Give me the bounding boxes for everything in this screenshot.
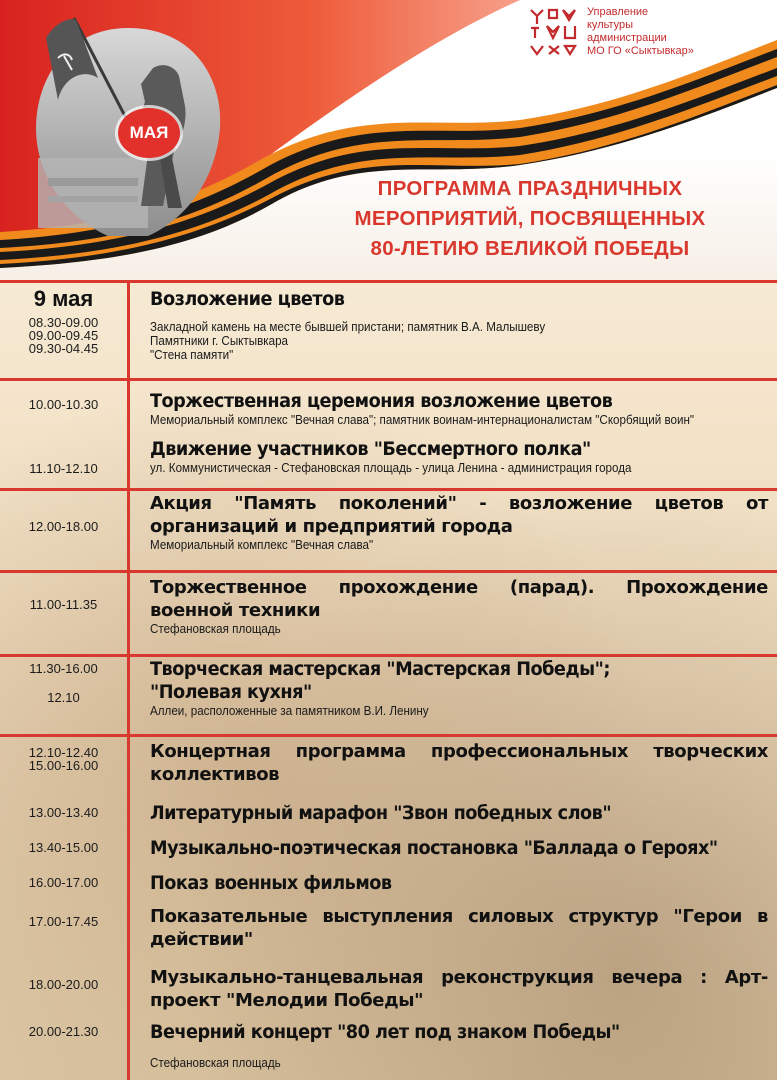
event-content xyxy=(150,1021,770,1070)
event-title: Музыкально-поэтическая постановка "Баллада о Героях" xyxy=(150,837,718,859)
event-content xyxy=(150,438,770,475)
row-divider xyxy=(0,570,777,573)
event-content xyxy=(150,837,770,860)
event-content xyxy=(150,576,770,636)
time-column xyxy=(0,520,127,533)
time-slot: 12.10 xyxy=(47,690,80,705)
time-column xyxy=(0,462,127,475)
time-column xyxy=(0,806,127,819)
column-divider xyxy=(127,280,130,1080)
time-slot: 13.40-15.00 xyxy=(28,840,99,855)
event-location: Стефановская площадь xyxy=(150,622,281,636)
event-content xyxy=(150,390,770,427)
event-location: Стефановская площадь xyxy=(150,1056,281,1070)
time-column xyxy=(0,841,127,854)
event-content xyxy=(150,802,770,825)
event-location: ул. Коммунистическая - Стефановская площадь - улица Ленина - администрация города xyxy=(150,461,632,475)
time-slot: 11.00-11.35 xyxy=(29,597,98,612)
time-slot: 20.00-21.30 xyxy=(28,1024,99,1039)
event-title: Творческая мастерская "Мастерская Победы"; xyxy=(150,658,610,680)
event-content xyxy=(150,286,770,362)
event-location: Закладной камень на месте бывшей пристани; памятник В.А. Малышеву xyxy=(150,320,546,334)
row-divider xyxy=(0,378,777,381)
time-column xyxy=(0,598,127,611)
may-date-badge: МАЯ xyxy=(118,108,180,158)
title-line: МЕРОПРИЯТИЙ, ПОСВЯЩЕННЫХ xyxy=(354,207,706,230)
event-title: Торжественная церемония возложение цветов xyxy=(150,390,613,412)
event-content xyxy=(150,905,770,951)
event-title: Концертная программа профессиональных творческих коллективов xyxy=(150,741,768,785)
event-date: 9 мая xyxy=(33,286,94,311)
event-title: Вечерний концерт "80 лет под знаком Победы" xyxy=(150,1021,620,1043)
logo-text-line: культуры xyxy=(587,19,634,31)
time-column xyxy=(0,662,127,704)
event-title: Торжественное прохождение (парад). Прохождение военной техники xyxy=(150,577,768,621)
row-divider xyxy=(0,734,777,737)
time-column xyxy=(0,1025,127,1038)
organization-logo xyxy=(527,6,777,62)
time-slot: 12.10-12.40 xyxy=(28,745,99,760)
time-slot: 18.00-20.00 xyxy=(28,977,99,992)
event-title: Музыкально-танцевальная реконструкция вечера : Арт-проект "Мелодии Победы" xyxy=(150,967,768,1011)
time-slot: 09.30-04.45 xyxy=(28,341,99,356)
title-line: 80-ЛЕТИЮ ВЕЛИКОЙ ПОБЕДЫ xyxy=(370,237,690,260)
time-slot: 16.00-17.00 xyxy=(28,875,99,890)
logo-text-line: администрации xyxy=(587,32,667,44)
schedule-table xyxy=(0,280,777,1080)
event-title: "Полевая кухня" xyxy=(150,681,312,703)
logo-text-line: Управление xyxy=(587,6,649,18)
ornament-logo-icon xyxy=(527,6,579,62)
event-title: Возложение цветов xyxy=(150,288,345,310)
row-divider xyxy=(0,488,777,491)
row-divider xyxy=(0,280,777,283)
row-divider xyxy=(0,654,777,657)
title-line: ПРОГРАММА ПРАЗДНИЧНЫХ xyxy=(377,177,683,200)
event-content xyxy=(150,966,770,1012)
time-column xyxy=(0,746,127,772)
event-content xyxy=(150,658,770,718)
time-slot: 13.00-13.40 xyxy=(28,805,99,820)
time-column xyxy=(0,915,127,928)
logo-text-line: МО ГО «Сыктывкар» xyxy=(587,45,694,57)
time-column xyxy=(0,876,127,889)
time-column xyxy=(0,398,127,411)
event-content xyxy=(150,492,770,552)
time-slot: 08.30-09.00 xyxy=(28,315,99,330)
event-location: Мемориальный комплекс "Вечная слава" xyxy=(150,538,374,552)
time-slot: 11.10-12.10 xyxy=(29,461,98,476)
event-content xyxy=(150,740,770,786)
event-location: Мемориальный комплекс "Вечная слава"; памятник воинам-интернационалистам "Скорбящий воин" xyxy=(150,413,695,427)
time-slot: 15.00-16.00 xyxy=(28,758,99,773)
event-title: Движение участников "Бессмертного полка" xyxy=(150,438,591,460)
time-slot: 12.00-18.00 xyxy=(28,519,99,534)
time-slot: 11.30-16.00 xyxy=(29,661,98,676)
time-slot: 10.00-10.30 xyxy=(28,397,99,412)
poster-title xyxy=(260,174,777,264)
time-column xyxy=(0,286,127,355)
event-title: Показ военных фильмов xyxy=(150,872,392,894)
poster-header xyxy=(0,0,777,280)
event-location: Аллеи, расположенные за памятником В.И. Ленину xyxy=(150,704,429,718)
time-slot: 17.00-17.45 xyxy=(28,914,99,929)
time-column xyxy=(0,978,127,991)
event-title: Показательные выступления силовых структур "Герои в действии" xyxy=(150,906,768,950)
event-location: "Стена памяти" xyxy=(150,348,234,362)
event-location: Памятники г. Сыктывкара xyxy=(150,334,289,348)
time-slot: 09.00-09.45 xyxy=(28,328,99,343)
event-title: Литературный марафон "Звон победных слов" xyxy=(150,802,612,824)
event-content xyxy=(150,872,770,895)
event-title: Акция "Память поколений" - возложение цветов от организаций и предприятий города xyxy=(150,493,768,537)
